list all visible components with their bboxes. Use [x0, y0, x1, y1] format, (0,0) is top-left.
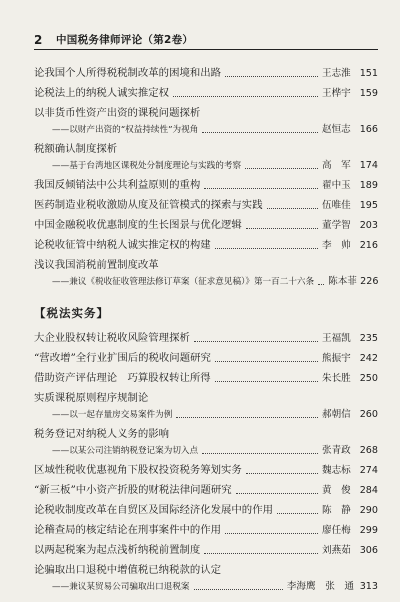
entry-title: 大企业股权转让税收风险管理探析: [34, 332, 190, 344]
entry-page: 290: [359, 505, 378, 516]
entry-author: 王志淮: [322, 68, 351, 79]
entry-page: 189: [359, 180, 378, 191]
entry-title: 医药制造业税收激励从度及征管模式的探索与实践: [34, 199, 263, 211]
dot-leader: [194, 341, 318, 342]
entry-page: 151: [359, 68, 378, 79]
entry-title: 论税法上的纳税人诚实推定权: [34, 87, 170, 99]
entry-author: 廖任梅: [322, 525, 351, 536]
toc-list-b: [34, 331, 378, 594]
toc-entry[interactable]: [34, 106, 378, 137]
toc-entry[interactable]: [34, 427, 378, 458]
entry-title: 实质课税原则程序规制论: [34, 392, 149, 404]
entry-page: 226: [360, 276, 379, 287]
dot-leader: [318, 284, 324, 285]
entry-title: “营改增”全行业扩围后的税收问题研究: [34, 352, 211, 364]
dot-leader: [202, 453, 318, 454]
entry-subtitle: ——以一起存量房交易案件为例: [52, 410, 173, 420]
entry-title: 以两起税案为起点浅析纳税前置制度: [34, 544, 201, 556]
dot-leader: [277, 513, 318, 514]
dot-leader: [202, 132, 318, 133]
entry-page: 159: [359, 88, 378, 99]
toc-entry[interactable]: [34, 563, 378, 594]
dot-leader: [194, 589, 283, 590]
entry-author: 赵恒志: [322, 124, 351, 135]
entry-page: 235: [359, 333, 378, 344]
entry-title: 论稽查局的核定结论在刑事案件中的作用: [34, 524, 222, 536]
running-header: [34, 28, 378, 50]
entry-author: 翟中玉: [322, 180, 351, 191]
entry-author: 郝朝信: [322, 409, 351, 420]
toc-entry[interactable]: [34, 218, 378, 233]
toc-entry[interactable]: [34, 86, 378, 101]
dot-leader: [215, 361, 318, 362]
dot-leader: [204, 553, 318, 554]
entry-subtitle: ——以某公司注销纳税登记案为切入点: [52, 446, 199, 456]
toc-entry[interactable]: [34, 543, 378, 558]
entry-author: 熊振宇: [322, 353, 351, 364]
entry-author: 高 军: [322, 160, 351, 171]
entry-title: 借助资产评估理论 巧算股权转让所得: [34, 372, 211, 384]
entry-author: 王福凯: [322, 333, 351, 344]
dot-leader: [176, 417, 318, 418]
entry-author: 张青政: [322, 445, 351, 456]
entry-title: 中国金融税收优惠制度的生长图景与优化逻辑: [34, 219, 242, 231]
entry-page: 284: [359, 485, 378, 496]
entry-title: 区域性税收优惠视角下股权投资税务筹划实务: [34, 464, 242, 476]
entry-title: 税额确认制度探析: [34, 143, 118, 155]
entry-author: 陈 静: [322, 505, 351, 516]
toc-entry[interactable]: [34, 483, 378, 498]
entry-page: 203: [359, 220, 378, 231]
entry-page: 174: [359, 160, 378, 171]
toc-entry[interactable]: [34, 351, 378, 366]
entry-title: 论我国个人所得税税制改革的困境和出路: [34, 67, 222, 79]
entry-page: 299: [359, 525, 378, 536]
entry-page: 216: [359, 240, 378, 251]
toc-entry[interactable]: [34, 463, 378, 478]
entry-title: 论税收制度改革在自贸区及国际经济化发展中的作用: [34, 504, 273, 516]
toc-entry[interactable]: [34, 198, 378, 213]
toc-entry[interactable]: [34, 503, 378, 518]
entry-page: 242: [359, 353, 378, 364]
entry-title: 以非货币性资产出资的课税问题探析: [34, 107, 201, 119]
entry-page: 166: [359, 124, 378, 135]
entry-author: 朱长胜: [322, 373, 351, 384]
dot-leader: [236, 493, 318, 494]
entry-page: 313: [359, 581, 378, 592]
dot-leader: [246, 228, 318, 229]
toc-list-a: [34, 66, 378, 289]
entry-page: 306: [359, 545, 378, 556]
toc-entry[interactable]: [34, 258, 378, 289]
toc-entry[interactable]: [34, 523, 378, 538]
entry-author: 王桦宇: [322, 88, 351, 99]
entry-author: 刘燕茹: [322, 545, 351, 556]
entry-page: 260: [359, 409, 378, 420]
dot-leader: [246, 473, 318, 474]
entry-author: 黄 俊: [322, 485, 351, 496]
dot-leader: [173, 96, 318, 97]
dot-leader: [204, 188, 318, 189]
dot-leader: [245, 168, 318, 169]
dot-leader: [215, 248, 318, 249]
entry-page: 274: [359, 465, 378, 476]
toc-entry[interactable]: [34, 142, 378, 173]
toc-entry[interactable]: [34, 178, 378, 193]
entry-page: 268: [359, 445, 378, 456]
entry-author: 李 帅: [322, 240, 351, 251]
dot-leader: [225, 533, 318, 534]
entry-title: 我国反倾销法中公共利益原则的重构: [34, 179, 201, 191]
entry-subtitle: ——以财产出资的“权益持续性”为视角: [52, 125, 199, 135]
entry-author: 陈本菲: [328, 276, 357, 287]
entry-subtitle: ——基于台湾地区课税处分制度理论与实践的考察: [52, 161, 242, 171]
book-title: 中国税务律师评论（第2卷）: [56, 34, 194, 46]
entry-title: 浅议我国消税前置制度改革: [34, 259, 159, 271]
dot-leader: [225, 76, 318, 77]
entry-subtitle: ——兼议某贸易公司骗取出口退税案: [52, 582, 190, 592]
entry-title: 税务登记对纳税人义务的影响: [34, 428, 170, 440]
page-number: 2: [34, 33, 43, 47]
toc-entry[interactable]: [34, 331, 378, 346]
entry-subtitle: ——兼议《税收征收管理法修订草案（征求意见稿）》第一百二十六条: [52, 277, 315, 287]
entry-page: 250: [359, 373, 378, 384]
section-heading: 【税法实务】: [34, 306, 109, 320]
toc-entry[interactable]: [34, 391, 378, 422]
toc-entry[interactable]: [34, 66, 378, 81]
entry-author: 魏志标: [322, 465, 351, 476]
entry-author: 李海鹰 张 通: [286, 581, 354, 592]
entry-author: 董学智: [322, 220, 351, 231]
entry-author: 伍唯佳: [322, 200, 351, 211]
entry-title: 论税收征管中纳税人诚实推定权的构建: [34, 239, 211, 251]
toc-entry[interactable]: [34, 371, 378, 386]
dot-leader: [215, 381, 318, 382]
entry-page: 195: [359, 200, 378, 211]
entry-title: “新三板”中小资产折股的财税法律问题研究: [34, 484, 232, 496]
toc-entry[interactable]: [34, 238, 378, 253]
dot-leader: [267, 208, 318, 209]
entry-title: 论骗取出口退税中增值税已纳税款的认定: [34, 564, 222, 576]
